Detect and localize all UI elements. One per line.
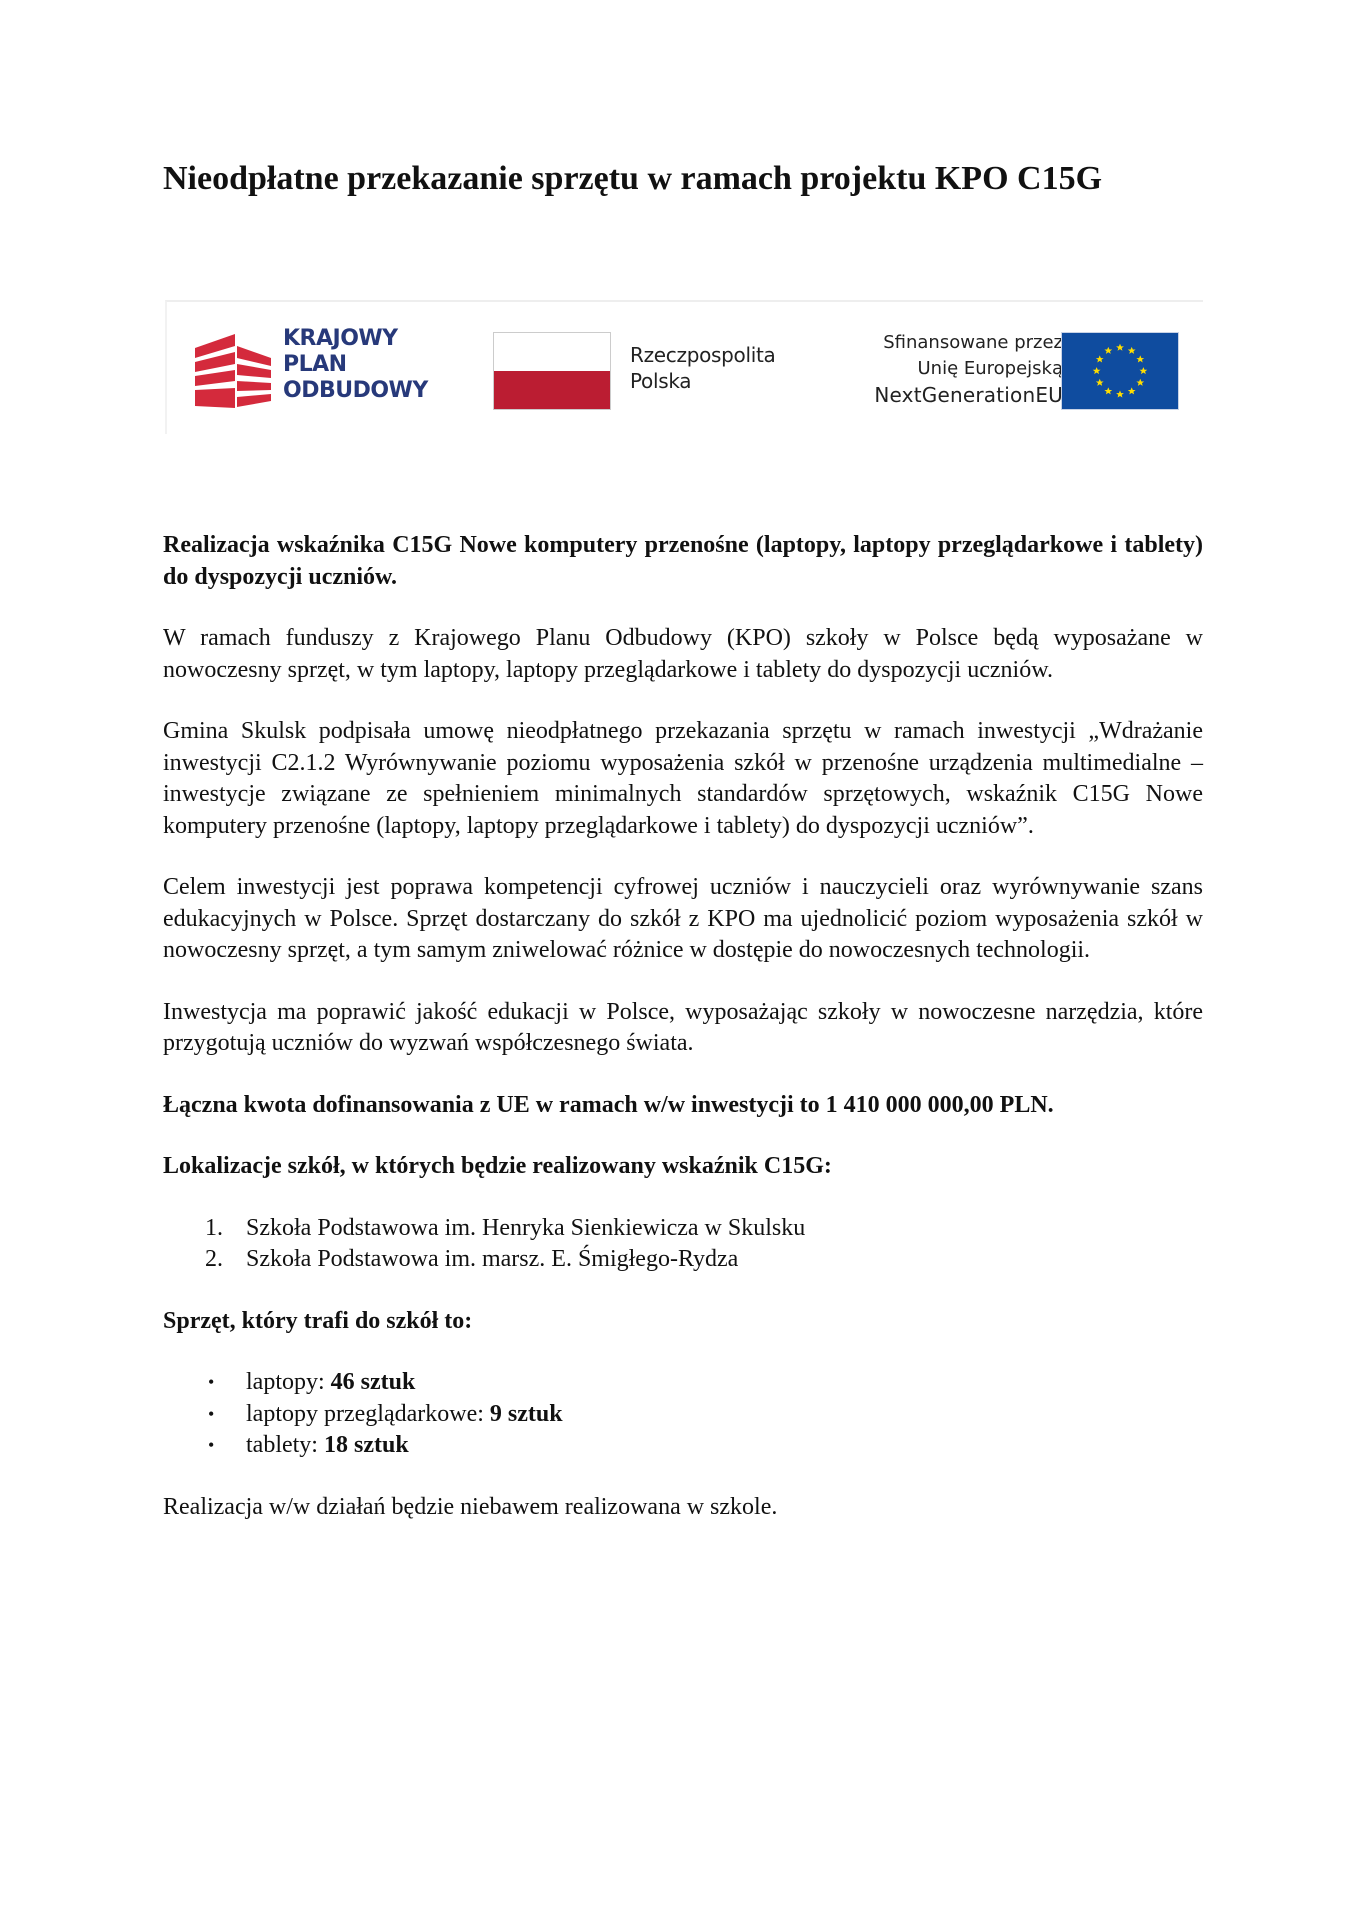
funding-logo-banner bbox=[165, 300, 1203, 434]
rzeczpospolita-wordmark bbox=[630, 342, 776, 394]
school-list-item bbox=[163, 1244, 1203, 1276]
paragraph-investment-goal: Celem inwestycji jest poprawa kompetencji cyfrowej uczniów i nauczycieli oraz wyrównywanie szans edukacyjnych w Polsce. Sprzęt dostarczany do szkół z KPO ma ujednolicić poziom wyposażenia szkół w nowoczesny sprzęt, a tym samym zniwelować różnice w dostępie do nowoczesnych technologii. bbox=[163, 874, 1203, 963]
paragraph-kpo-funds: W ramach funduszy z Krajowego Planu Odbudowy (KPO) szkoły w Polsce będą wyposażane w nowoczesny sprzęt, w tym laptopy, laptopy przeglądarkowe i tablety do dyspozycji uczniów. bbox=[163, 625, 1203, 683]
document-title: Nieodpłatne przekazanie sprzętu w ramach projektu KPO C15G bbox=[163, 160, 1103, 197]
kpo-line-2: PLAN bbox=[283, 352, 347, 377]
equipment-list bbox=[163, 1367, 1203, 1462]
school-name: Szkoła Podstawowa im. marsz. E. Śmigłego-Rydza bbox=[246, 1246, 739, 1272]
equipment-list-item bbox=[163, 1430, 1203, 1462]
kpo-building-logo-icon bbox=[195, 328, 271, 414]
paragraph-education-quality: Inwestycja ma poprawić jakość edukacji w Polsce, wyposażając szkoły w nowoczesne narzędzia, które przygotują uczniów do wyzwań współczesnego świata. bbox=[163, 998, 1203, 1056]
eu-line-3: NextGenerationEU bbox=[874, 383, 1063, 407]
eu-funding-wordmark bbox=[874, 330, 1063, 408]
bullet-icon: • bbox=[208, 1372, 215, 1392]
funding-amount-statement: Łączna kwota dofinansowania z UE w ramach w/w inwestycji to 1 410 000 000,00 PLN. bbox=[163, 1091, 1054, 1118]
equipment-list-item bbox=[163, 1367, 1203, 1399]
bullet-icon: • bbox=[208, 1403, 215, 1424]
equipment-heading: Sprzęt, który trafi do szkół to: bbox=[163, 1307, 473, 1334]
school-name: Szkoła Podstawowa im. Henryka Sienkiewicza w Skulsku bbox=[246, 1214, 806, 1241]
closing-statement: Realizacja w/w działań będzie niebawem realizowana w szkole. bbox=[163, 1493, 778, 1520]
equipment-quantity: 9 sztuk bbox=[489, 1400, 563, 1427]
eu-line-2: Unię Europejską bbox=[917, 358, 1063, 379]
paragraph-agreement: Gmina Skulsk podpisała umowę nieodpłatnego przekazania sprzętu w ramach inwestycji „Wdrażanie inwestycji C2.1.2 Wyrównywanie poziomu wyposażenia szkół w przenośne urządzenia multimedialne – inwestycje związane ze spełnieniem minimalnych standardów sprzętowych, wskaźnik C15G Nowe komputery przenośne (laptopy, laptopy przeglądarkowe i tablety) do dyspozycji uczniów”. bbox=[163, 718, 1203, 839]
eu-flag-icon bbox=[1061, 332, 1179, 410]
equipment-label: tablety: bbox=[246, 1432, 324, 1458]
document-body bbox=[163, 530, 1203, 1553]
equipment-quantity: 46 sztuk bbox=[330, 1369, 416, 1395]
equipment-label: laptopy przeglądarkowe: bbox=[246, 1400, 490, 1427]
schools-list bbox=[163, 1213, 1203, 1276]
rp-line-1: Rzeczpospolita bbox=[630, 343, 776, 367]
school-list-item bbox=[163, 1213, 1203, 1245]
eu-line-1: Sfinansowane przez bbox=[883, 332, 1063, 353]
rp-line-2: Polska bbox=[630, 369, 692, 393]
list-number: 2. bbox=[205, 1246, 223, 1272]
poland-flag-icon bbox=[493, 332, 611, 410]
list-number: 1. bbox=[205, 1214, 223, 1241]
equipment-list-item bbox=[163, 1399, 1203, 1431]
equipment-label: laptopy: bbox=[246, 1369, 331, 1395]
kpo-line-1: KRAJOWY bbox=[283, 326, 398, 351]
equipment-quantity: 18 sztuk bbox=[323, 1432, 409, 1458]
kpo-wordmark bbox=[283, 326, 428, 404]
intro-heading: Realizacja wskaźnika C15G Nowe komputery przenośne (laptopy, laptopy przeglądarkowe i tablety) do dyspozycji uczniów. bbox=[163, 532, 1203, 590]
kpo-line-3: ODBUDOWY bbox=[283, 378, 428, 403]
schools-heading: Lokalizacje szkół, w których będzie realizowany wskaźnik C15G: bbox=[163, 1153, 832, 1179]
bullet-icon: • bbox=[208, 1435, 215, 1455]
